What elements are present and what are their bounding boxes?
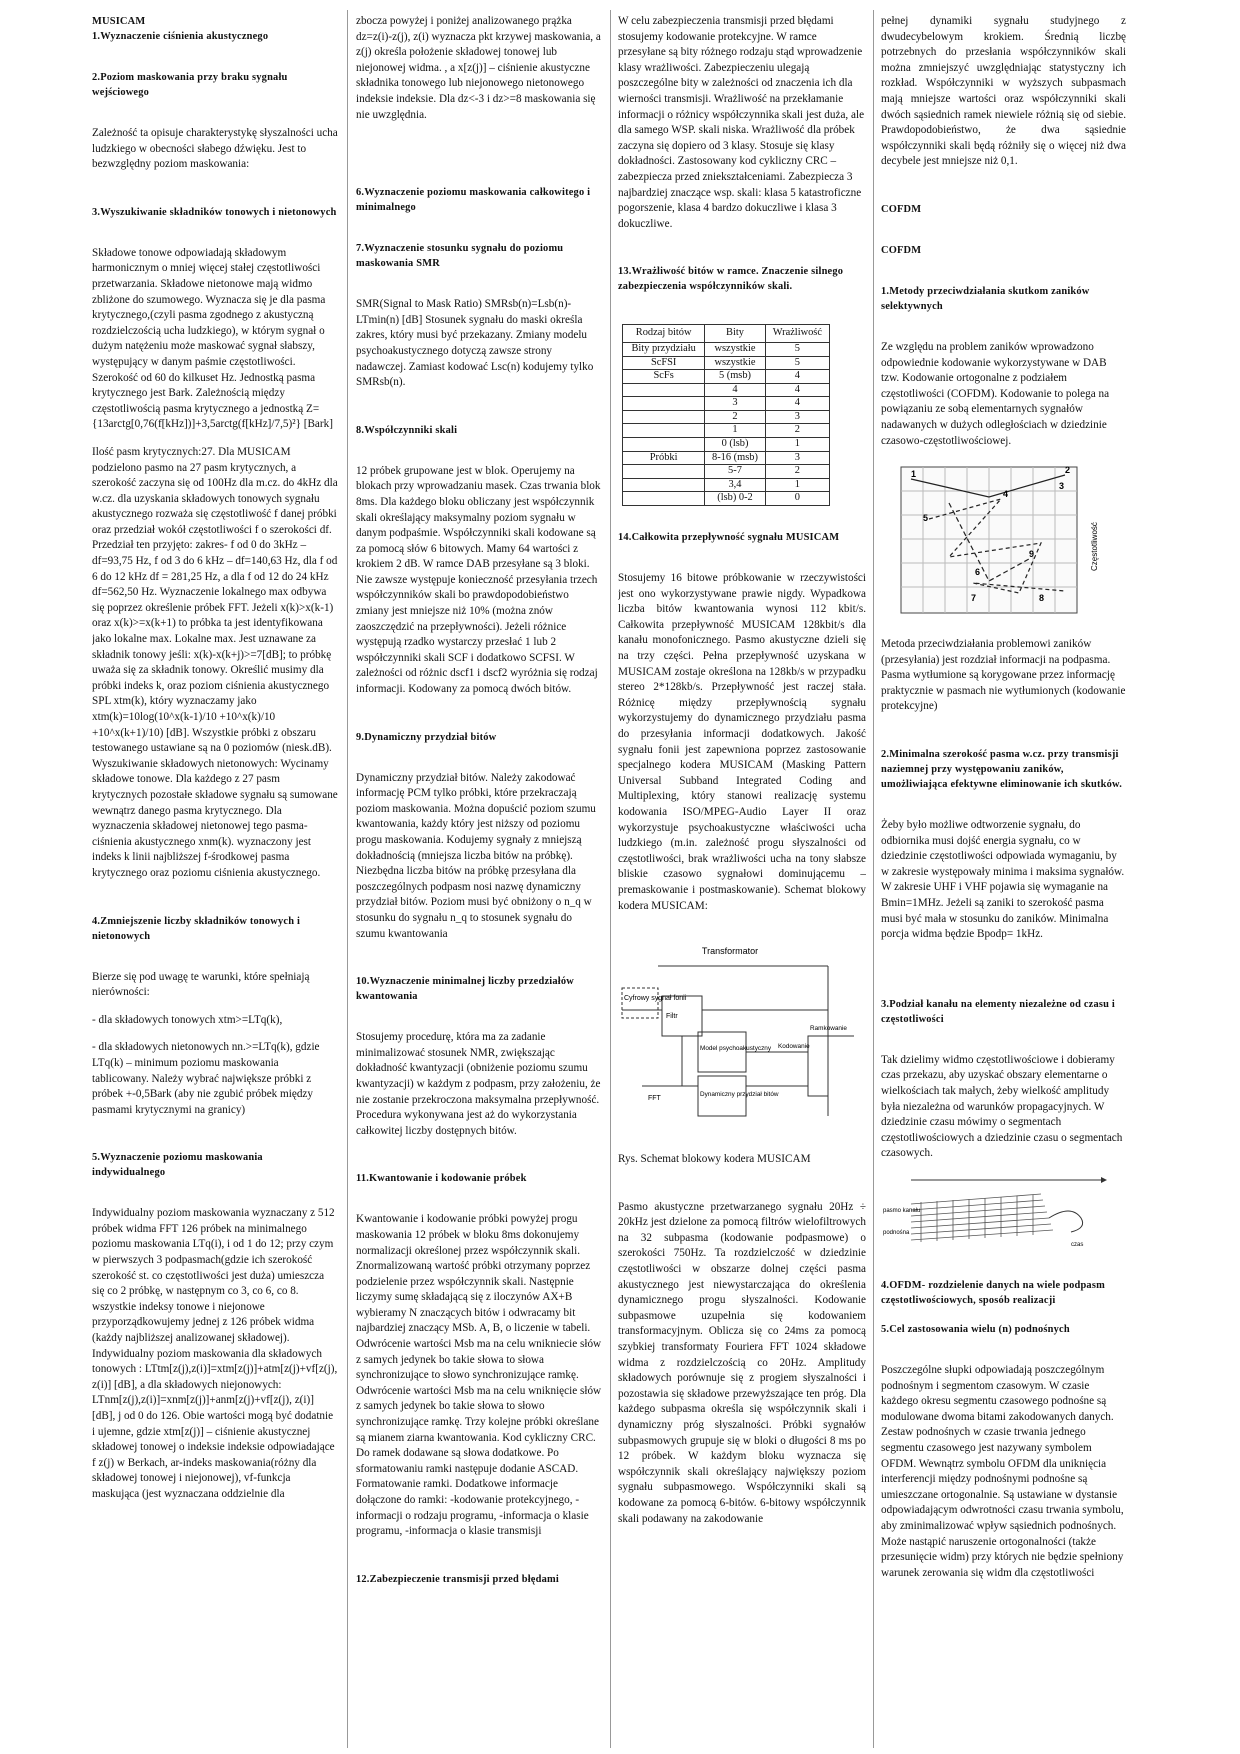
- paragraph: Stosujemy procedurę, która ma za zadanie minimalizować stosunek NMR, zwiększając dokładność kwantyzacji (obniżenie poziomu szumu kwantyzacji) w każdym z podpasm, przy założeniu, że nie zostanie przekroczona maksymalna przepływność. Procedura wykonywana jest aż do wykorzystania całkowitej liczby dostępnych bitów.: [356, 1031, 601, 1137]
- diagram-label: Filtr: [666, 1013, 678, 1021]
- column-3: [618, 14, 866, 1746]
- table-cell: wszystkie: [705, 356, 765, 370]
- figure-label: 2: [1065, 465, 1071, 476]
- table-cell: (lsb) 0-2: [705, 492, 765, 506]
- axis-label: Częstotliwość: [1090, 522, 1099, 572]
- paragraph: SMR(Signal to Mask Ratio) SMRsb(n)=Lsb(n)-LTmin(n) [dB] Stosunek sygnału do maski określa zakres, który musi być przekazany. Zmiany modelu psychoakustycznego dotyczą zawsze strony nadawczej. Zamiast kodować Lsc(n) kodujemy tylko SMRsb(n).: [356, 298, 594, 389]
- paragraph: Kwantowanie i kodowanie próbki powyżej progu maskowania 12 próbek w bloku 8ms dokonujemy normalizacji określonej przez współczynnik skali. Znormalizowaną wartość próbki otrzymany poprzez podzielenie przez współczynnik skali. Następnie liczymy sumę składającą się z iloczynów AX+B wybieramy N znaczących bitów i odwracamy bit najbardziej znaczący MSb. A, B, o liczenie w tabeli. Odwrócenie wartości Msb ma na celu wnikniecie słów z samych jedynek bo takie słowa to słowa synchronizujące to słowo synchronizujące ramkę. Odwrócenie wartości Msb ma na celu wniknięcie słów z samych jedynek bo takie słowa to słowo synchronizujące ramkę. Trzy kolejne próbki określane są mianem ziarna kwantowania. Kod cykliczny CRC. Do ramek dodawane są słowa dodatkowe. Po sformatowaniu ramki następuje dodanie ASCAD. Formatowanie ramki. Dodatkowe informacje dołączone do ramki: -kodowanie protekcyjnego, -informacji o rodzaju programu, -informacja o klasie programu, -informacja o klasie transmisji: [356, 1213, 602, 1538]
- figure-label: 5: [923, 513, 929, 524]
- figure-label: 9: [1029, 549, 1035, 560]
- diagram-label: Model psychoakustyczny: [700, 1045, 772, 1053]
- table-cell: Próbki: [623, 451, 705, 465]
- table-cell: [623, 424, 705, 438]
- section-heading: 8.Współczynniki skali: [356, 424, 458, 436]
- table-cell: 1: [765, 478, 829, 492]
- paragraph: pełnej dynamiki sygnału studyjnego z dwudecybelowym krokiem. Średnią liczbę potrzebnych do przesłania współczynników skali można zmniejszyć uwzględniając statystyczny ich rozkład. Współczynniki w wyższych subpasmach mają mniejsze wartości oraz współczynniki skali dwóch sąsiednich ramek niewiele różnią się od siebie. Prawdopodobieństwo, że dwa sąsiednie współczynniki skali będą różniły się o więcej niż dwa decybele jest mniejsze niż 0,1.: [881, 15, 1126, 168]
- table-cell: [623, 465, 705, 479]
- paragraph: W celu zabezpieczenia transmisji przed błędami stosujemy kodowanie protekcyjne. W ramce przesyłane są bity różnego rodzaju stąd wprowadzenie klasy wrażliwości. Zabezpieczeniu ulegają poszczególne bity w zależności od znaczenia ich dla wierności transmisji. Wrażliwość na przekłamanie informacji o różnicy współczynnika skali jest duża, ale dla samego WSP. skali niska. Wrażliwość dla próbek zaczyna się dopiero od 3 klasy. Stosuje się klasy dokładności. Zastosowany kod cykliczny CRC – zabezpiecza przed zniekształceniami. Zabezpiecza 3 najbardziej znaczące wsp. skali: klasa 5 katastroficzne pogorszenie, klasa 4 bardzo dokuczliwe i klasa 3 dokuczliwe.: [618, 15, 865, 230]
- section-heading: 12.Zabezpieczenie transmisji przed błędami: [356, 1573, 559, 1585]
- section-heading: 10.Wyznaczenie minimalnej liczby przedziałów kwantowania: [356, 976, 574, 1003]
- column-divider: [347, 10, 348, 1748]
- table-cell: 3,4: [705, 478, 765, 492]
- table-cell: 1: [705, 424, 765, 438]
- column-4: [881, 14, 1126, 1746]
- table-cell: 1: [765, 438, 829, 452]
- fading-figure: [889, 461, 1109, 623]
- section-heading: 1.Metody przeciwdziałania skutkom zaników selektywnych: [881, 285, 1090, 312]
- table-cell: 4: [765, 383, 829, 397]
- table-cell: 0: [765, 492, 829, 506]
- diagram-label: Ramkowanie: [810, 1025, 847, 1033]
- paragraph: Ze względu na problem zaników wprowadzono odpowiednie kodowanie wykorzystywane w DAB tzw. Kodowanie ortogonalne z podziałem częstotliwości (COFDM). Kodowanie to polega na powiązaniu ze sobą elementarnych sygnałów nadawanych w dużych odległościach w dziedzinie czasowo-częstotliwościowej.: [881, 340, 1110, 447]
- table-cell: 5: [765, 356, 829, 370]
- paragraph: Metoda przeciwdziałania problemowi zaników (przesyłania) jest rozdział informacji na podpasma. Pasma wytłumione są korygowane przez informację praktycznie w pasmach nie wytłumionych (kodowanie protekcyjne): [881, 638, 1126, 713]
- table-cell: 0 (lsb): [705, 438, 765, 452]
- figure-label: 3: [1059, 481, 1065, 492]
- diagram-label: Dynamiczny przydział bitów: [700, 1091, 779, 1099]
- paragraph: Stosujemy 16 bitowe próbkowanie w rzeczywistości jest ono wykorzystywane prawie nigdy. Wypadkowa liczba bitów kwantowania wynosi 112 kbit/s. Całkowita przepływność MUSICAM 128kbit/s dla kanału monofonicznego. Pasmo akustyczne dzieli się na trzy części. Pełna przepływność uzyskana w MUSICAM zostaje określona na 128kb/s w przypadku stereo 2*128kb/s. Przepływność jest raczej stała. Różnicę między przepływnością sygnału wykorzystujemy do dynamicznego przydziału pasma do przesyłania informacji dodatkowych. Jakość sygnału fonii jest zapewniona poprzez zastosowanie specjalnego kodera MUSICAM (Masking Pattern Universal Subband Integrated Coding and Multiplexing, który stanowi realizację systemu kodowania ISO/MPEG-Audio Layer II oraz wykorzystuje psychoakustyczne właściwości ucha ludzkiego (m.in. zależność progu słyszalności od częstotliwości, brak wrażliwości ucha na tony słabsze bliskie czasowo sygnałowi dominującemu – premaskowanie i postmaskowanie). Schemat blokowy kodera MUSICAM:: [618, 572, 866, 912]
- diagram-label: Cyfrowy sygnał fonii: [624, 995, 687, 1003]
- diagram-label: FFT: [648, 1095, 661, 1103]
- column-divider: [873, 10, 874, 1748]
- table-cell: ScFs: [623, 370, 705, 384]
- section-heading: 5.Cel zastosowania wielu (n) podnośnych: [881, 1323, 1070, 1335]
- table-header-cell: Rodzaj bitów: [623, 325, 705, 343]
- paragraph: Dynamiczny przydział bitów. Należy zakodować informację PCM tylko próbki, które przekraczają poziom maskowania. Można dopuścić poziom szumu kwantowania, każdy który jest niższy od poziomu progu maskowania. Kodujemy sygnały z mniejszą dokładnością (mniejsza liczba bitów na próbkę). Niezbędna liczba bitów na próbkę przesyłana dla poszczególnych podpasm nosi nazwę dynamiczny przydział bitów. Poziom musi być obniżony o n_q w stosunku do sygnału n_q to stosunek sygnału do szumu kwantowania: [356, 771, 596, 940]
- paragraph: 12 próbek grupowane jest w blok. Operujemy na blokach przy wprowadzaniu masek. Czas trwania blok 8ms. Dla każdego bloku obliczany jest współczynnik skali określający maksymalny poziom sygnału w danym podpaśmie. Współczynniki skali kodowane są za pomocą słów 6 bitowych. Mamy 64 wartości z krokiem 2 dB. W ramce DAB przesyłane są 3 bloki. Nie zawsze występuje konieczność przesyłania trzech współczynników skali bo prawdopodobieństwo zmiany jest mniejsze niż 10% (można znów zaoszczędzić na przepływności). Jeżeli różnice występują rzadko wystarczy przesłać 1 lub 2 współczynniki skali SCF i dodatkowo SCFSI. W zależności od różnic dscf1 i dscf2 wyróżnia się rodzaj informacji. Kodowany za pomocą dwóch bitów.: [356, 464, 601, 696]
- table-cell: 5 (msb): [705, 370, 765, 384]
- section-heading: 7.Wyznaczenie stosunku sygnału do poziomu maskowania SMR: [356, 243, 564, 270]
- table-row: [623, 451, 830, 465]
- figure-label: 8: [1039, 593, 1045, 604]
- table-row: [623, 397, 830, 411]
- table-cell: [623, 478, 705, 492]
- figure-label: pasmo kanału: [883, 1207, 921, 1214]
- ofdm-figure: [881, 1174, 1111, 1256]
- figure-label: podnośna: [883, 1229, 910, 1236]
- table-row: [623, 465, 830, 479]
- section-heading: 9.Dynamiczny przydział bitów: [356, 731, 497, 743]
- table-cell: Bity przydziału: [623, 342, 705, 356]
- table-row: [623, 438, 830, 452]
- paragraph: Tak dzielimy widmo częstotliwościowe i dobieramy czas przekazu, aby uzyskać obszary elementarne o wielkościach tak małych, żeby wielkość amplitudy była niezależna od warunków propagacyjnych. W dziedzinie czasu mówimy o segmentach częstotliwościowych a dziedzinie czasu o segmentach czasowych.: [881, 1053, 1123, 1160]
- section-heading: 14.Całkowita przepływność sygnału MUSICAM: [618, 532, 840, 544]
- table-cell: [623, 383, 705, 397]
- paragraph: Poszczególne słupki odpowiadają poszczególnym podnośnym i segmentom czasowym. W czasie każdego okresu segmentu czasowego podnośne są modulowane dwoma bitami zakodowanych danych. Zestaw podnośnych w czasie trwania jednego segmentu czasowego jest nazywany symbolem OFDM. Wewnątrz symbolu OFDM dla uniknięcia interferencji między podnośnymi podnośne są umieszczane ortogonalnie. Są ustawiane w dystansie odpowiadającym odwrotności czasu trwania symbolu, aby zminimalizować wpływ sąsiednich podnośnych. Może nastąpić naruszenie ortogonalności (także przesunięcie widm) przy których nie będzie spełniony warunek zerowania się widm dla częstotliwości: [881, 1363, 1124, 1579]
- table-cell: 3: [765, 410, 829, 424]
- table-header-cell: Bity: [705, 325, 765, 343]
- table-cell: 4: [765, 370, 829, 384]
- table-cell: [623, 492, 705, 506]
- figure-caption: Rys. Schemat blokowy kodera MUSICAM: [618, 1153, 811, 1166]
- paragraph: Pasmo akustyczne przetwarzanego sygnału 20Hz ÷ 20kHz jest dzielone za pomocą filtrów wielofiltrowych na 32 subpasma (kodowanie podpasmowe) o szerokości 750Hz. Ta rozdzielczość w dziedzinie częstotliwości w obszarze dolnej części pasma akustycznego jest niewystarczająca do określenia dynamicznego progu słyszalności. Kodowanie subpasmowe uzupełnia się kodowaniem transformacyjnym. Oblicza się co 24ms za pomocą szybkiej transformaty Fouriera FFT 1024 składowe widma z rozdzielczością co 20Hz. Amplitudy składowych porównuje się z progiem słyszalności i pozostawia się składowe przewyższające ten próg. Dla każdego subpasma określa się współczynnik skali i dynamiczny próg słyszalności. Próbki sygnałów subpasmowych grupuje się w bloki o długości 8 ms po 12 próbek. W każdym bloku wyznacza się współczynnik skali określający największy poziom sygnału subpasmowego. Współczynniki skali są kodowane za pomocą 6-bitów. 6-bitowy współczynnik skali podawany na zakodowanie: [618, 1200, 866, 1525]
- section-title: COFDM: [881, 203, 922, 215]
- table-cell: ScFSI: [623, 356, 705, 370]
- paragraph: zbocza powyżej i poniżej analizowanego prążka dz=z(i)-z(j), z(i) wyznacza pkt krzywej maskowania, a z(j) określa położenie składowej tonowej lub niejonowej widma. , a x[z(j)] – ciśnienie akustyczne składnika tonowego lub niejonowego nietonowego indeksie indeksie. Dla dz<-3 i dz>=8 maskowania się nie uwzględnia.: [356, 15, 601, 121]
- document-title: MUSICAM: [92, 16, 146, 27]
- section-heading: 4.OFDM- rozdzielenie danych na wiele podpasm częstotliwościowych, sposób realizacji: [881, 1279, 1105, 1306]
- table-cell: 2: [765, 465, 829, 479]
- ofdm-figure-svg: [881, 1174, 1111, 1256]
- table-row: [623, 370, 830, 384]
- table-cell: 3: [765, 451, 829, 465]
- section-heading: 3.Podział kanału na elementy niezależne od czasu i częstotliwości: [881, 998, 1115, 1025]
- figure-label: 6: [975, 567, 981, 578]
- table-cell: 4: [705, 383, 765, 397]
- sensitivity-table: [622, 324, 830, 506]
- table-row: [623, 356, 830, 370]
- table-row: [623, 342, 830, 356]
- paragraph: Bierze się pod uwagę te warunki, które spełniają nierówności:: [92, 970, 310, 999]
- table-body: [623, 342, 830, 505]
- figure-label: 4: [1003, 489, 1009, 500]
- table-cell: 8-16 (msb): [705, 451, 765, 465]
- diagram-label: Transformator: [701, 946, 759, 957]
- paragraph: Ilość pasm krytycznych:27. Dla MUSICAM podzielono pasmo na 27 pasm krytycznych, a szerokość zaczyna się od 100Hz dla m.cz. do 4kHz dla w.cz. dla uzyskania składowych tonowych sygnału akustycznego rozważa się częstotliwość f danej próbki oraz przedział wokół częstotliwości f o szerokości df. Przedział ten przyjęto: zakres- f od 0 do 3kHz – df=93,75 Hz, f od 3 do 6 kHz – df=140,63 Hz, dla f od 6 do 12 kHz df = 281,25 Hz, a dla f od 12 do 24 kHz df=562,50 Hz. Wyznaczenie lokalnego max odbywa się poprzez określenie próbek FFT. Jeżeli x(k)>x(k-1) oraz x(k)>=x(k+1) to próbka ta jest identyfikowana jako lokalne max. Lokalne max. Jest uznawane za składnik tonowy jeśli: x(k)-x(k+j)>=7[dB]; to próbkę uważa się za składnik tonowy. Określić musimy dla próbki indeks k, oraz poziom ciśnienia akustycznego SPL xtm(k), który wyznaczamy jako xtm(k)=10log(10^x(k-1)/10 +10^x(k)/10 +10^x(k+1)/10) [dB]. Wszystkie próbki z obszaru testowanego ustawiane są na 0 poziomów (niesk.dB). Wyszukiwanie składowych nietonowych: Wycinamy składowe tonowe. Dla każdego z 27 pasm krytycznych pozostałe składowe sygnału są sumowane wewnątrz danego pasma krytycznego. Dla wyznaczenia składowej nietonowej tego pasma-ciśnienia akustycznego xnm(k). wyznaczony jest indeks k linii najbliższej f-środkowej pasma krytycznego oraz poziomu ciśnienia akustycznego.: [92, 445, 338, 879]
- section-heading: 2.Poziom maskowania przy braku sygnału wejściowego: [92, 72, 288, 98]
- paragraph: Żeby było możliwe odtworzenie sygnału, do odbiornika musi dojść energia sygnału, co w dziedzinie częstotliwości odpowiada wymaganiu, by w zakresie występowały minima i maksima sygnałów. W zakresie UHF i VHF pojawia się wymaganie na Bmin=1MHz. Jeżeli są zaniki to szerokość pasma musi być mała w stosunku do zaników. Minimalna porcja widma będzie Bpodp= 1kHz.: [881, 819, 1125, 941]
- diagram-label: Kodowanie: [778, 1043, 810, 1051]
- table-cell: [623, 438, 705, 452]
- table-row: [623, 383, 830, 397]
- table-row: [623, 492, 830, 506]
- section-heading: 4.Zmniejszenie liczby składników tonowych i nietonowych: [92, 915, 301, 942]
- table-cell: wszystkie: [705, 342, 765, 356]
- table-row: [623, 410, 830, 424]
- table-header-cell: Wrażliwość: [765, 325, 829, 343]
- section-heading: 5.Wyznaczenie poziomu maskowania indywidualnego: [92, 1152, 263, 1179]
- paragraph: Składowe tonowe odpowiadają składowym harmonicznym o mniej więcej stałej częstotliwości przetwarzania. Składowe nietonowe mają widmo zbliżone do szumowego. Wyznacza się je dla pasma krytycznego,(czyli pasma zgodnego z akustyczną rozdzielczością ucha ludzkiego), w którym sygnał o dużym natężeniu może maskować sygnał słabszy, występujący w danym paśmie częstotliwości. Szerokość od 60 do kilkuset Hz. Jednostką pasma krytycznego jest Bark. Zależnością między częstotliwością pasma krytycznego a jednostką Z={13arctg[0,76(f[kHz])]+3,5arctg(f[kHz]/7,5)²} [Bark]: [92, 246, 333, 431]
- table-cell: 3: [705, 397, 765, 411]
- table-cell: 5-7: [705, 465, 765, 479]
- paragraph: Indywidualny poziom maskowania wyznaczany z 512 próbek widma FFT 126 próbek na minimalnego poziomu maskowania LTq(i), i od 1 do 12; przy czym w pierwszych 3 podpasmach(gdzie ich szerokość szerokość st. co częstotliwości jest duża) umieszcza się co 2 próbkę, w następnym co 3, co 6, co 8. wszystkie indeksy tonowe i niejonowe przyporządkowujemy jednej z 126 próbek widma (każdy najbliższej analizowanej składowej). Indywidualny poziom maskowania dla składowych tonowych : LTtm[z(j),z(i)]=xtm[z(j)]+atm[z(j)+vf[z(j), z(i)] [dB], a dla składowych niejonowych: LTnm[z(j),z(i)]=xnm[z(j)]+anm[z(j)+vf[z(j), z(i)] [dB], j od 0 do 126. Obie wartości mogą być dodatnie i ujemne, gdzie xtm[z(j)] – ciśnienie akustycznej składowej tonowej o indeksie indeksie odpowiadające f z(j) w Berkach, ar-indeks maskowania(różny dla składowej tonowej i niejonowej), vf-funkcja maskująca (jest wyznaczana oddzielnie dla: [92, 1207, 338, 1500]
- table-cell: 4: [765, 397, 829, 411]
- section-title: COFDM: [881, 244, 922, 256]
- section-heading: 2.Minimalna szerokość pasma w.cz. przy transmisji naziemnej przy występowaniu zaników, umożliwiająca efektywne eliminowanie ich skutków.: [881, 749, 1122, 791]
- fading-figure-svg: [889, 461, 1109, 623]
- paragraph: Zależność ta opisuje charakterystykę słyszalności ucha ludzkiego w obecności słabego dźwięku. Jest to bezwzględny poziom maskowania:: [92, 127, 338, 171]
- figure-label: 1: [911, 469, 917, 480]
- figure-label: 7: [971, 593, 977, 604]
- table-row: [623, 478, 830, 492]
- paragraph: - dla składowych nietonowych nn.>=LTq(k), gdzie LTq(k) – minimum poziomu maskowania tablicowany. Należy wybrać największe próbki z próbek +-0,5Bark (aby nie zgubić próbek między pasmami krytycznymi na granicy): [92, 1041, 320, 1116]
- table-row: [623, 424, 830, 438]
- table-cell: 2: [765, 424, 829, 438]
- section-heading: 6.Wyznaczenie poziomu maskowania całkowitego i minimalnego: [356, 187, 591, 214]
- column-2: [356, 14, 603, 1746]
- table-cell: [623, 397, 705, 411]
- column-divider: [610, 10, 611, 1748]
- block-diagram: [618, 926, 862, 1144]
- section-heading: 1.Wyznaczenie ciśnienia akustycznego: [92, 31, 269, 42]
- section-heading: 11.Kwantowanie i kodowanie próbek: [356, 1173, 527, 1185]
- section-heading: 13.Wrażliwość bitów w ramce. Znaczenie silnego zabezpieczenia współczynników skali.: [618, 266, 844, 293]
- table-cell: 2: [705, 410, 765, 424]
- figure-label: czas: [1071, 1241, 1084, 1248]
- block-diagram-svg: [618, 926, 862, 1144]
- column-1: [92, 14, 338, 1746]
- table-cell: 5: [765, 342, 829, 356]
- paragraph: - dla składowych tonowych xtm>=LTq(k),: [92, 1013, 283, 1026]
- section-heading: 3.Wyszukiwanie składników tonowych i nietonowych: [92, 206, 337, 218]
- table-cell: [623, 410, 705, 424]
